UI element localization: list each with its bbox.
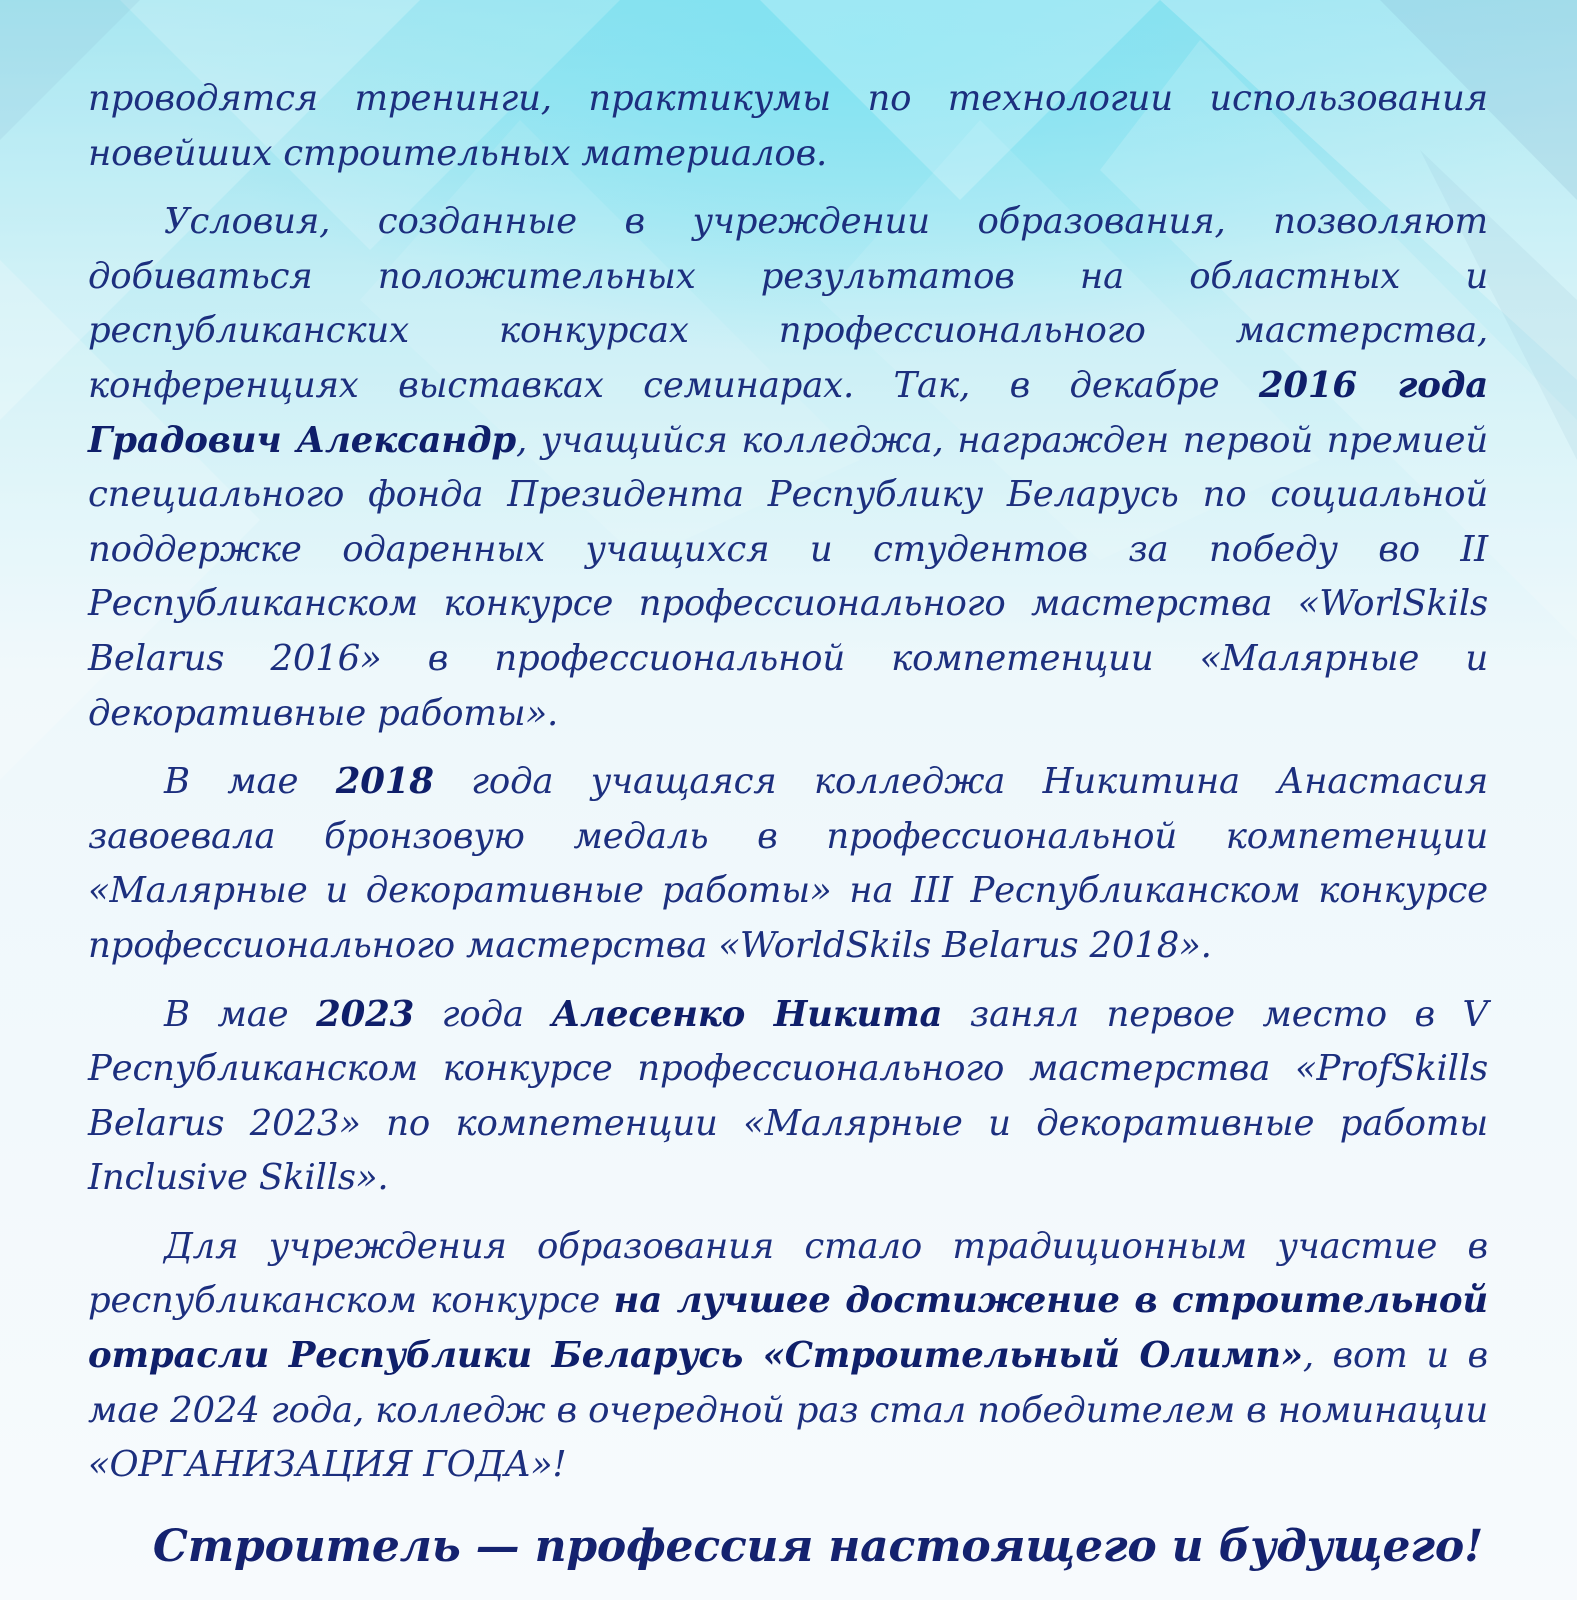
paragraph-2023-text-mid: года: [414, 993, 552, 1035]
highlight-year-2018: 2018: [335, 761, 434, 803]
paragraph-conditions: [88, 195, 1488, 741]
paragraph-conditions-text: Условия, созданные в учреждении образования, позволяют добиваться положительных результатов на областных и республиканских конкурсах профессионального мастерства, конференциях выставках семинарах. Так, в декабре: [88, 201, 1488, 406]
paragraph-2018-text-end: года учащаяся колледжа Никитина Анастасия завоевала бронзовую медаль в профессиональной компетенции «Малярные и декоративные работы» на III Республиканском конкурсе профессионального мастерства «WorldSkils Belarus 2018».: [88, 761, 1488, 966]
paragraph-training-text: проводятся тренинги, практикумы по технологии использования новейших строительных материалов.: [88, 78, 1488, 174]
highlight-alesenko: Алесенко Никита: [551, 993, 943, 1035]
paragraph-2023-text: В мае: [164, 993, 317, 1035]
paragraph-2018: [88, 755, 1488, 973]
paragraph-2023-text-end: занял первое место в V Республиканском конкурсе профессионального мастерства «ProfSkills Belarus 2023» по компетенции «Малярные и декоративные работы Inclusive Skills».: [88, 993, 1488, 1199]
paragraph-2023: [88, 988, 1488, 1206]
paragraph-2018-text: В мае: [164, 761, 336, 803]
highlight-gradovich: 2016 года Градович Александр: [88, 364, 1488, 461]
paragraph-olymp-text: Для учреждения образования стало традиционным участие в республиканском конкурсе: [88, 1225, 1488, 1322]
paragraph-training: [88, 72, 1488, 181]
paragraph-conditions-text-end: , учащийся колледжа, награжден первой премией специального фонда Президента Республику Беларусь по социальной поддержке одаренных учащихся и студентов за победу во II Республиканском конкурсе профессионального мастерства «WorlSkils Belarus 2016» в профессиональной компетенции «Малярные и декоративные работы».: [88, 419, 1488, 734]
highlight-year-2023: 2023: [316, 993, 415, 1035]
paragraph-olymp: [88, 1220, 1488, 1493]
paragraph-olymp-text-end: , вот и в мае 2024 года, колледж в очередной раз стал победителем в номинации «ОРГАНИЗАЦИЯ ГОДА»!: [88, 1335, 1488, 1486]
slogan: Строитель — профессия настоящего и будущего!: [152, 1520, 1484, 1572]
highlight-olymp-contest: на лучшее достижение в строительной отрасли Республики Беларусь «Строительный Олимп»: [88, 1280, 1489, 1377]
document-body: [88, 72, 1488, 1575]
